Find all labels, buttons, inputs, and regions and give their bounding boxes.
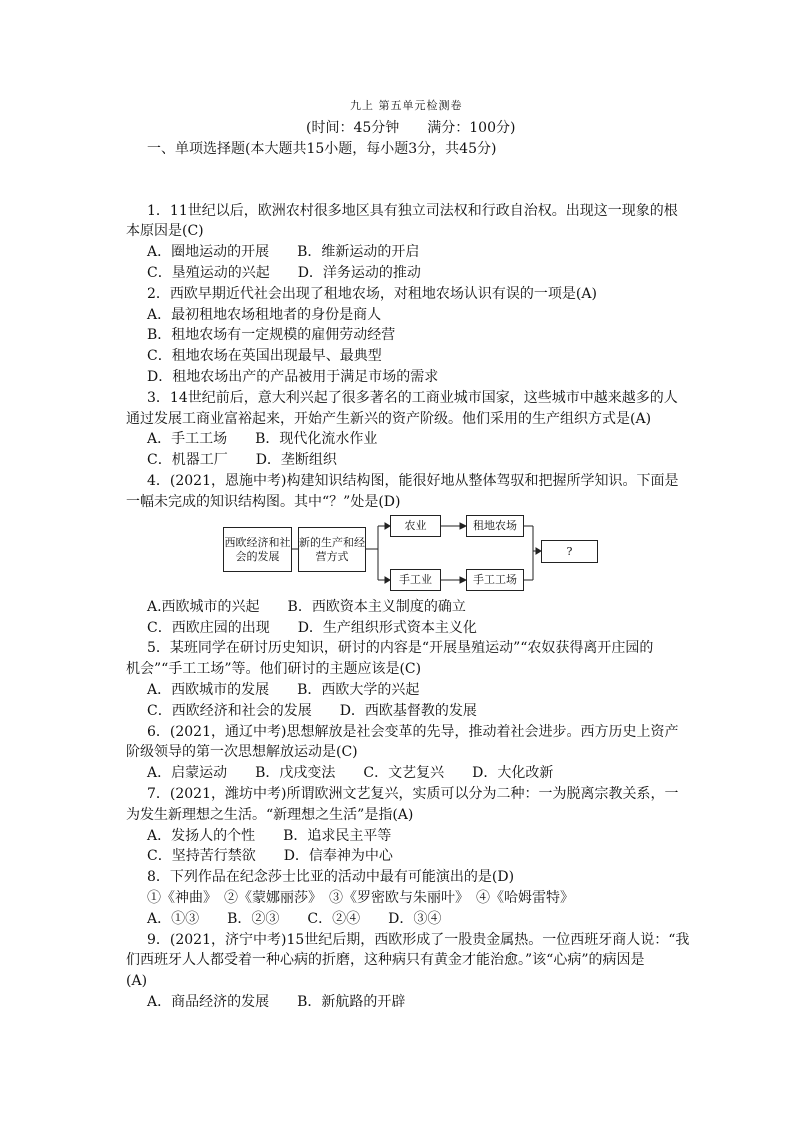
question-line: 8．下列作品在纪念莎士比亚的活动中最有可能演出的是(D) [147,869,515,885]
diagram-box-unknown: ? [541,540,598,563]
question-line: 1．11世纪以后，欧洲农村很多地区具有独立司法权和行政自治权。出现这一现象的根 [147,203,678,219]
option-line: C．西欧庄园的出现 D．生产组织形式资本主义化 [147,620,477,636]
option-line: A．圈地运动的开展 B．维新运动的开启 [147,244,420,260]
option-line: C．租地农场在英国出现最早、最典型 [147,348,382,364]
question-line: 机会”“手工工场”等。他们研讨的主题应该是(C) [126,661,422,677]
option-line: A．①③ B．②③ C．②④ D．③④ [147,911,442,927]
diagram-box-handicraft: 手工业 [390,569,441,591]
question-line: 5．某班同学在研讨历史知识，研讨的内容是“开展垦殖运动”“农奴获得离开庄园的 [147,640,654,656]
option-line: B．租地农场有一定规模的雇佣劳动经营 [147,327,396,343]
diagram-box-west-europe-development: 西欧经济和社会的发展 [223,527,292,572]
question-line: (A) [126,973,148,989]
option-line: A．发扬人的个性 B．追求民主平等 [147,828,392,844]
question-line: 9．(2021，济宁中考)15世纪后期，西欧形成了一股贵金属热。一位西班牙商人说：“我 [147,932,690,948]
option-line: A．最初租地农场租地者的身份是商人 [147,307,382,323]
option-line: A．商品经济的发展 B．新航路的开辟 [147,994,406,1010]
option-line: C．西欧经济和社会的发展 D．西欧基督教的发展 [147,703,477,719]
exam-title: 九上 第五单元检测卷 [350,99,463,112]
diagram-box-workshop: 手工工场 [466,569,524,591]
diagram-box-agriculture: 农业 [390,515,441,537]
question-line: 7．(2021，潍坊中考)所谓欧洲文艺复兴，实质可以分为二种：一为脱离宗教关系，一 [147,786,679,802]
question-line: 为发生新理想之生活。“新理想之生活”是指(A) [126,807,414,823]
section-heading: 一、单项选择题(本大题共15小题，每小题3分，共45分) [147,141,497,157]
option-line: D．租地农场出产的产品被用于满足市场的需求 [147,369,439,385]
diagram-box-leased-farm: 租地农场 [466,515,524,537]
option-line: A．手工工场 B．现代化流水作业 [147,431,378,447]
option-line: A.西欧城市的兴起 B．西欧资本主义制度的确立 [147,599,466,615]
question-line: 2．西欧早期近代社会出现了租地农场，对租地农场认识有误的一项是(A) [147,286,597,302]
diagram-box-new-production-methods: 新的生产和经营方式 [298,527,366,572]
option-line: ①《神曲》 ②《蒙娜丽莎》 ③《罗密欧与朱丽叶》 ④《哈姆雷特》 [147,890,574,906]
option-line: A．西欧城市的发展 B．西欧大学的兴起 [147,682,420,698]
question-line: 阶级领导的第一次思想解放运动是(C) [126,744,358,760]
question-line: 一幅未完成的知识结构图。其中“？”处是(D) [126,494,401,510]
option-line: C．机器工厂 D．垄断组织 [147,452,337,468]
question-line: 6．(2021，通辽中考)思想解放是社会变革的先导，推动着社会进步。西方历史上资产 [147,724,679,740]
question-line: 3．14世纪前后，意大利兴起了很多著名的工商业城市国家，这些城市中越来越多的人 [147,390,678,406]
question-line: 通过发展工商业富裕起来，开始产生新兴的资产阶级。他们采用的生产组织方式是(A) [126,411,652,427]
question-line: 们西班牙人人都受着一种心病的折磨，这种病只有黄金才能治愈。”该“心病”的病因是 [126,952,645,968]
question-line: 本原因是(C) [126,223,204,239]
option-line: A．启蒙运动 B．戊戌变法 C．文艺复兴 D．大化改新 [147,765,554,781]
question-line: 4．(2021，恩施中考)构建知识结构图，能很好地从整体驾驭和把握所学知识。下面是 [147,473,679,489]
option-line: C．坚持苦行禁欲 D．信奉神为中心 [147,848,393,864]
option-line: C．垦殖运动的兴起 D．洋务运动的推动 [147,265,421,281]
exam-meta: (时间：45分钟 满分：100分) [306,120,516,136]
